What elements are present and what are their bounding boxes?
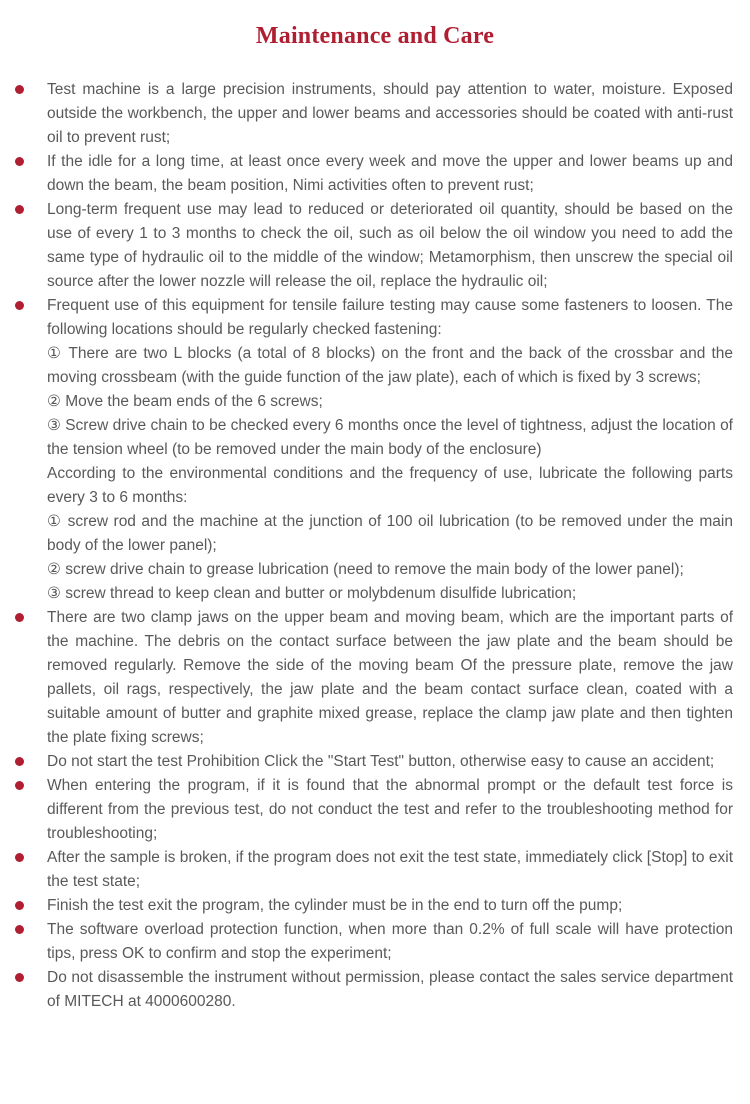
paragraph: ② screw drive chain to grease lubrication (need to remove the main body of the lower panel); [47,561,684,578]
list-item [14,198,733,294]
bullet-icon [15,781,24,790]
bullet-icon [15,157,24,166]
paragraph: Test machine is a large precision instruments, should pay attention to water, moisture. Exposed outside the workbench, the upper and lower beams and accessories should be coated with anti-rust oil to prevent rust; [47,81,733,146]
paragraph: There are two clamp jaws on the upper beam and moving beam, which are the important parts of the machine. The debris on the contact surface between the jaw plate and the beam should be removed regularly. Remove the side of the moving beam Of the pressure plate, remove the jaw pallets, oil rags, respectively, the jaw plate and the beam contact surface clean, coated with a suitable amount of butter and graphite mixed grease, replace the clamp jaw plate and then tighten the plate fixing screws; [47,609,733,746]
paragraph: ③ screw thread to keep clean and butter or molybdenum disulfide lubrication; [47,585,577,602]
paragraph: Long-term frequent use may lead to reduced or deteriorated oil quantity, should be based on the use of every 1 to 3 months to check the oil, such as oil below the oil window you need to add the same type of hydraulic oil to the middle of the window; Metamorphism, then unscrew the special oil source after the lower nozzle will release the oil, replace the hydraulic oil; [47,201,733,290]
list-item-text [47,750,733,774]
list-item [14,150,733,198]
paragraph: After the sample is broken, if the program does not exit the test state, immediately click [Stop] to exit the test state; [47,849,733,890]
paragraph: ① screw rod and the machine at the junction of 100 oil lubrication (to be removed under the main body of the lower panel); [47,513,733,554]
paragraph: If the idle for a long time, at least once every week and move the upper and lower beams up and down the beam, the beam position, Nimi activities often to prevent rust; [47,153,733,194]
list-item [14,774,733,846]
bullet-icon [15,925,24,934]
list-item-text [47,198,733,294]
paragraph: According to the environmental conditions and the frequency of use, lubricate the following parts every 3 to 6 months: [47,465,733,506]
list-item [14,894,733,918]
list-item [14,846,733,894]
page-title: Maintenance and Care [255,23,495,49]
maintenance-list [14,78,733,1014]
bullet-icon [15,205,24,214]
bullet-icon [15,301,24,310]
paragraph: ③ Screw drive chain to be checked every 6 months once the level of tightness, adjust the location of the tension wheel (to be removed under the main body of the enclosure) [47,417,733,458]
paragraph: ② Move the beam ends of the 6 screws; [47,393,323,410]
list-item [14,294,733,606]
bullet-icon [15,757,24,766]
list-item-text [47,150,733,198]
list-item-text [47,846,733,894]
list-item-text [47,774,733,846]
list-item-text [47,894,733,918]
bullet-icon [15,613,24,622]
paragraph: Do not disassemble the instrument without permission, please contact the sales service department of MITECH at 4000600280. [47,969,733,1010]
bullet-icon [15,973,24,982]
list-item [14,966,733,1014]
paragraph: ① There are two L blocks (a total of 8 blocks) on the front and the back of the crossbar and the moving crossbeam (with the guide function of the jaw plate), each of which is fixed by 3 screws; [47,345,733,386]
paragraph: Frequent use of this equipment for tensile failure testing may cause some fasteners to loosen. The following locations should be regularly checked fastening: [47,297,733,338]
list-item [14,750,733,774]
list-item [14,78,733,150]
bullet-icon [15,901,24,910]
list-item-text [47,966,733,1014]
paragraph: The software overload protection function, when more than 0.2% of full scale will have protection tips, press OK to confirm and stop the experiment; [47,921,733,962]
list-item [14,918,733,966]
list-item [14,606,733,750]
list-item-text [47,294,733,606]
list-item-text [47,606,733,750]
list-item-text [47,78,733,150]
paragraph: Do not start the test Prohibition Click the "Start Test" button, otherwise easy to cause an accident; [47,753,715,770]
list-item-text [47,918,733,966]
bullet-icon [15,85,24,94]
bullet-icon [15,853,24,862]
paragraph: When entering the program, if it is found that the abnormal prompt or the default test force is different from the previous test, do not conduct the test and refer to the troubleshooting method for troubleshooting; [47,777,733,842]
paragraph: Finish the test exit the program, the cylinder must be in the end to turn off the pump; [47,897,623,914]
